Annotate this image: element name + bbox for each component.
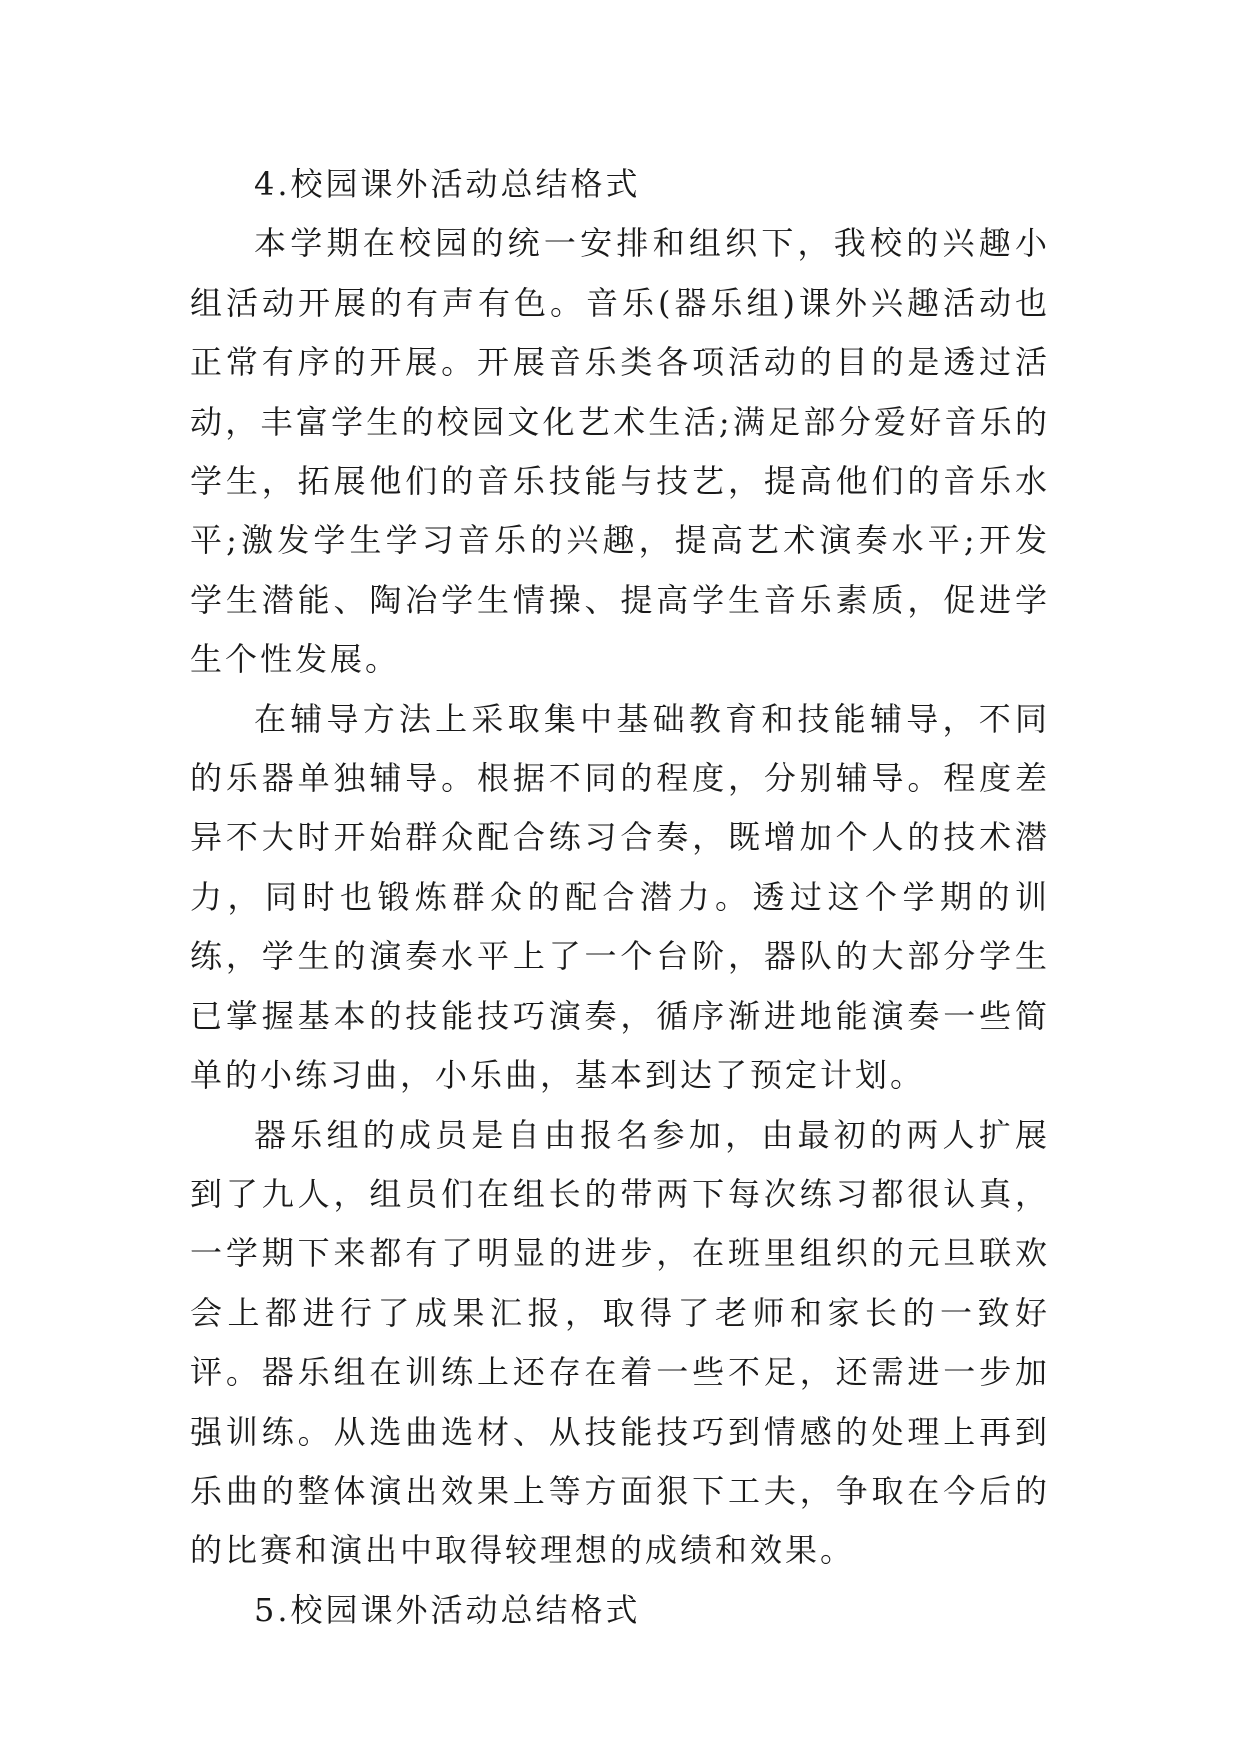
paragraph-2: 在辅导方法上采取集中基础教育和技能辅导，不同的乐器单独辅导。根据不同的程度，分别辅导。程度差异不大时开始群众配合练习合奏，既增加个人的技术潜力，同时也锻炼群众的配合潜力。透过这个学期的训练，学生的演奏水平上了一个台阶，器队的大部分学生已掌握基本的技能技巧演奏，循序渐进地能演奏一些简单的小练习曲，小乐曲，基本到达了预定计划。	[190, 699, 1050, 1095]
section-heading-5: 5.校园课外活动总结格式	[254, 1590, 641, 1629]
document-page	[190, 155, 1050, 1640]
paragraph-3: 器乐组的成员是自由报名参加，由最初的两人扩展到了九人，组员们在组长的带两下每次练习都很认真，一学期下来都有了明显的进步，在班里组织的元旦联欢会上都进行了成果汇报，取得了老师和家长的一致好评。器乐组在训练上还存在着一些不足，还需进一步加强训练。从选曲选材、从技能技巧到情感的处理上再到乐曲的整体演出效果上等方面狠下工夫，争取在今后的的比赛和演出中取得较理想的成绩和效果。	[190, 1115, 1050, 1570]
paragraph-1: 本学期在校园的统一安排和组织下，我校的兴趣小组活动开展的有声有色。音乐(器乐组)课外兴趣活动也正常有序的开展。开展音乐类各项活动的目的是透过活动，丰富学生的校园文化艺术生活;满足部分爱好音乐的学生，拓展他们的音乐技能与技艺，提高他们的音乐水平;激发学生学习音乐的兴趣，提高艺术演奏水平;开发学生潜能、陶冶学生情操、提高学生音乐素质，促进学生个性发展。	[190, 224, 1050, 679]
section-heading-4: 4.校园课外活动总结格式	[254, 165, 641, 203]
